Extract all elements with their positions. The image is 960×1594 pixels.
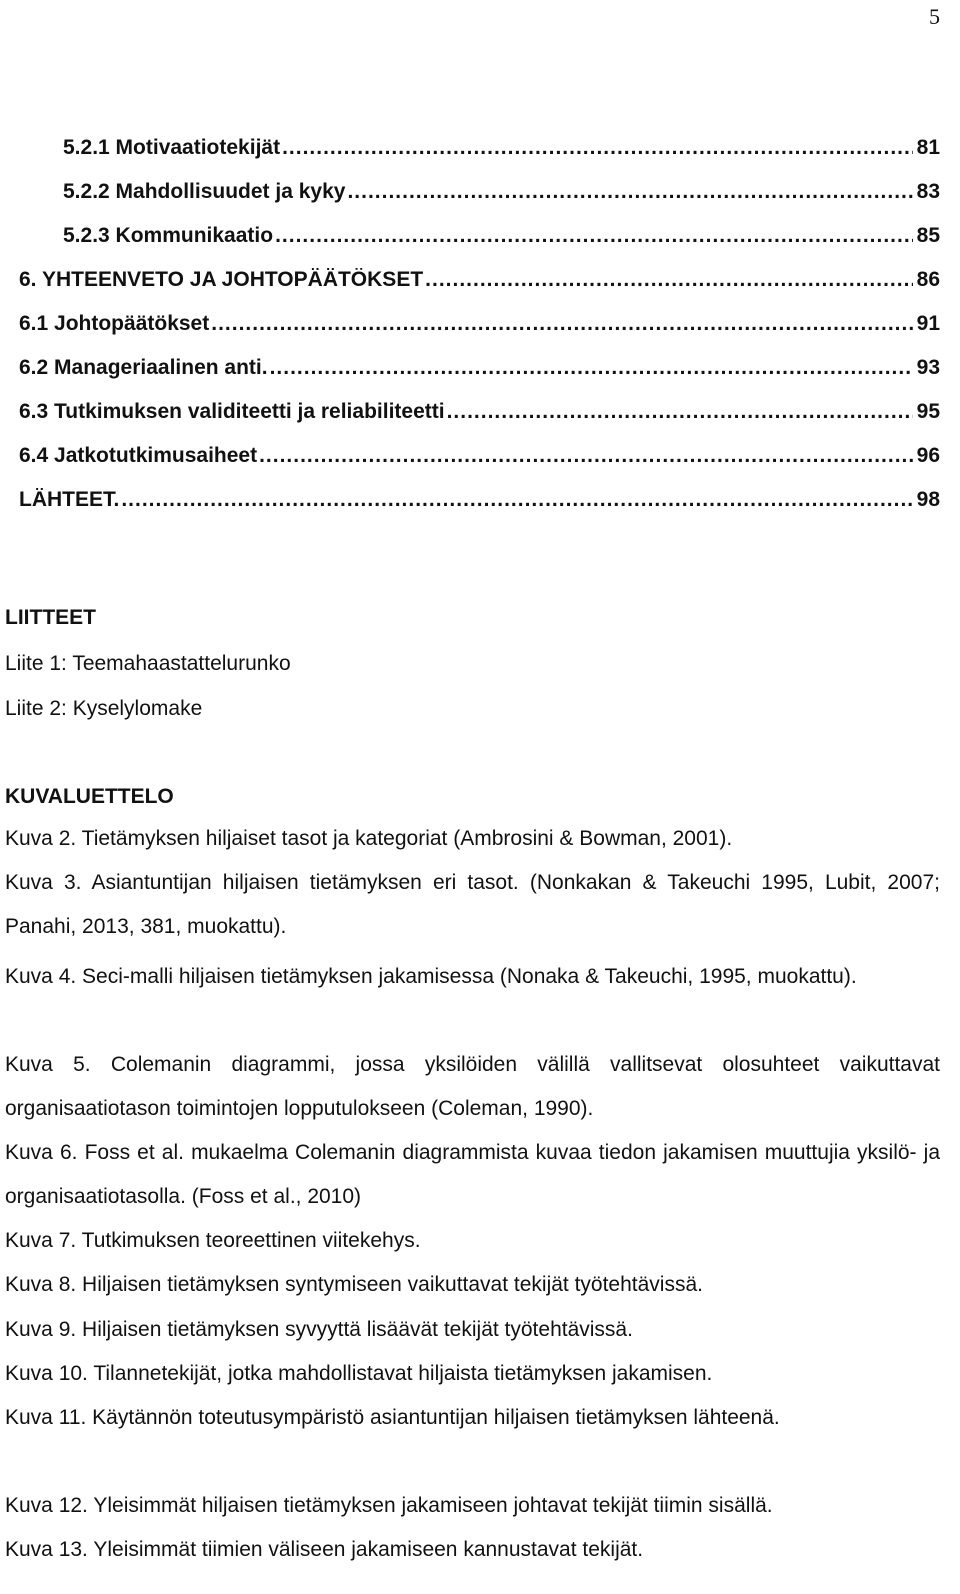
toc-dot-leader <box>211 312 912 336</box>
toc-entry[interactable] <box>63 224 940 254</box>
toc-entry-label: LÄHTEET. <box>19 488 120 511</box>
figure-list-item: Kuva 12. Yleisimmät hiljaisen tietämyksen jakamiseen johtavat tekijät tiimin sisällä. <box>5 1494 773 1517</box>
appendix-item: Liite 1: Teemahaastattelurunko <box>5 652 291 675</box>
toc-entry-label: 5.2.1 Motivaatiotekijät <box>63 136 281 159</box>
figure-list-item: Kuva 8. Hiljaisen tietämyksen syntymiseen vaikuttavat tekijät työtehtävissä. <box>5 1273 703 1296</box>
toc-entry-page: 91 <box>916 312 940 335</box>
appendix-item: Liite 2: Kyselylomake <box>5 697 203 720</box>
toc-dot-leader <box>275 224 913 248</box>
toc-entry[interactable] <box>63 136 940 166</box>
toc-entry-page: 86 <box>916 268 940 291</box>
appendices-heading: LIITTEET <box>5 606 96 629</box>
toc-entry-label: 6.3 Tutkimuksen validiteetti ja reliabiliteetti <box>19 400 445 423</box>
figure-list-item: Kuva 4. Seci-malli hiljaisen tietämyksen jakamisessa (Nonaka & Takeuchi, 1995, muokattu). <box>5 965 857 988</box>
toc-entry[interactable] <box>19 400 940 430</box>
figure-list-item: Kuva 9. Hiljaisen tietämyksen syvyyttä lisäävät tekijät työtehtävissä. <box>5 1318 633 1341</box>
figure-list-item: Kuva 3. Asiantuntijan hiljaisen tietämyksen eri tasot. (Nonkakan & Takeuchi 1995, Lubit, 2007; Panahi, 2013, 381, muokattu). <box>5 871 940 938</box>
toc-entry[interactable] <box>19 488 940 518</box>
figure-list-item: Kuva 6. Foss et al. mukaelma Colemanin diagrammista kuvaa tiedon jakamisen muuttujia yksilö- ja organisaatiotasolla. (Foss et al., 2010) <box>5 1141 940 1208</box>
toc-entry-label: 5.2.3 Kommunikaatio <box>63 224 274 247</box>
toc-dot-leader <box>121 488 912 512</box>
toc-entry-page: 98 <box>916 488 940 511</box>
toc-entry[interactable] <box>19 268 940 298</box>
toc-entry-page: 95 <box>916 400 940 423</box>
toc-entry-label: 6.1 Johtopäätökset <box>19 312 210 335</box>
toc-entry-label: 6.2 Manageriaalinen anti. <box>19 356 268 379</box>
toc-entry[interactable] <box>19 356 940 386</box>
figure-list-item: Kuva 2. Tietämyksen hiljaiset tasot ja kategoriat (Ambrosini & Bowman, 2001). <box>5 827 733 850</box>
figure-list-item: Kuva 11. Käytännön toteutusympäristö asiantuntijan hiljaisen tietämyksen lähteenä. <box>5 1406 780 1429</box>
figure-list-item: Kuva 5. Colemanin diagrammi, jossa yksilöiden välillä vallitsevat olosuhteet vaikuttavat organisaatiotason toimintojen lopputulokseen (Coleman, 1990). <box>5 1053 940 1120</box>
toc-entry-label: 5.2.2 Mahdollisuudet ja kyky <box>63 180 346 203</box>
figure-list-item: Kuva 13. Yleisimmät tiimien väliseen jakamiseen kannustavat tekijät. <box>5 1538 644 1561</box>
toc-entry[interactable] <box>19 444 940 474</box>
toc-dot-leader <box>425 268 912 292</box>
toc-entry-label: 6.4 Jatkotutkimusaiheet <box>19 444 258 467</box>
figure-list-item: Kuva 7. Tutkimuksen teoreettinen viitekehys. <box>5 1229 421 1252</box>
toc-entry-label: 6. YHTEENVETO JA JOHTOPÄÄTÖKSET <box>19 268 424 291</box>
toc-entry-page: 81 <box>916 136 940 159</box>
toc-entry-page: 96 <box>916 444 940 467</box>
toc-entry[interactable] <box>63 180 940 210</box>
toc-dot-leader <box>259 444 913 468</box>
page-number: 5 <box>929 4 940 29</box>
toc-entry[interactable] <box>19 312 940 342</box>
toc-dot-leader <box>270 356 913 380</box>
figure-list-item: Kuva 10. Tilannetekijät, jotka mahdollistavat hiljaista tietämyksen jakamisen. <box>5 1362 713 1385</box>
toc-entry-page: 93 <box>916 356 940 379</box>
toc-entry-page: 83 <box>916 180 940 203</box>
toc-dot-leader <box>347 180 912 204</box>
toc-dot-leader <box>447 400 913 424</box>
figures-heading: KUVALUETTELO <box>5 785 174 808</box>
toc-entry-page: 85 <box>916 224 940 247</box>
toc-dot-leader <box>282 136 913 160</box>
